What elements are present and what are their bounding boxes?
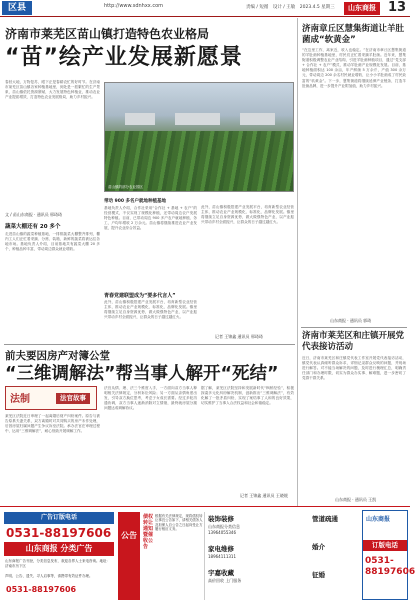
classified-dating: 征婚 xyxy=(312,571,325,579)
column-divider xyxy=(297,18,298,506)
law-logo: 法制 xyxy=(10,394,30,405)
classified-appliance: 家电维修 xyxy=(208,545,234,553)
classified-blocks-2 xyxy=(312,512,362,600)
article1-credit: 记者 王锦鑫 通讯员 邢琦琦 xyxy=(215,334,263,339)
debt-notice-text: 根据有关法律规定，现将债权转让事宜公告如下，请相关债务人及担保人自公告之日起向受让方履行相应义务。 xyxy=(155,514,203,531)
article1-body-b: 走进苗山镇的蔬菜种植基地，一排排蔬菜大棚整齐排列，棚内工人们正忙着采摘、分拣、装箱，新鲜的蔬菜将被运往各地市场。基地负责人介绍，目前基地共有蔬菜大棚 20 多个，种植品种丰富，带动周边群众就业增收。 xyxy=(5,232,100,252)
right-credit-1: 山东商报 · 通讯员 郭琦 xyxy=(330,318,372,323)
right-credit-2: 山东商报 · 通讯员 王凯 xyxy=(335,497,377,502)
page-number: 13 xyxy=(388,0,407,15)
article1-subhead-2: 青春党建联盟成为“要多代言人” xyxy=(104,293,176,299)
article2-kicker: 前夫要因房产对簿公堂 xyxy=(5,350,110,362)
debt-notice xyxy=(143,512,205,600)
article1-kicker: 济南市莱芜区苗山镇打造特色农业格局 xyxy=(5,27,210,41)
right-body-1: “在这里工作，离家近，收入也稳定。”在济南市章丘区慧集街道的羊肚菌种植基地里，村民们正忙着采摘羊肚菌。近年来，慧集街道积极调整农业产业结构，引进羊肚菌种植项目，通过“党支部 + 合作社 + 农户”模式，推动羊肚菌产业规模化发展。目前，基地种植面积达 100 余亩，年产鲜菌 5 万余斤，产值 300 余万元，带动周边 200 余名村民就业增收，让小小羊肚菌成了村民致富的“软黄金”。下一步，慧集街道将继续延伸产业链条，打造羊肚菌品牌，进一步提升产业附加值，助力乡村振兴。 xyxy=(302,48,406,88)
classified-renovation-phone[interactable]: 13964055346 xyxy=(208,530,236,535)
ad-classified-text-2: 声明、公告、遗失、寻人启事等，请携带有效证件办理。 xyxy=(5,574,93,578)
article2-body-b: 法官从情、理、法三个维度入手，一方面向双方当事人释明相关法律规定，分析诉讼风险；另一方面从亲情角度出发，引导双方换位思考，考虑子女成长需要。经过多轮沟通协调，双方当事人逐渐消除对立情绪，最终就房屋分割问题达成调解协议。 xyxy=(104,386,197,411)
section-rule xyxy=(4,344,295,345)
article1-body-c2: 此外，苗山镇积极搭建产业发展平台，培育新型农业经营主体，推动农业产业规模化、标准化、品牌化发展。镇里将继续立足自身资源优势，做大做强特色产业，以产业振兴带动乡村全面振兴，让群众的日子越过越红火。 xyxy=(104,300,197,320)
classified-renovation: 装饰装修 xyxy=(208,515,234,523)
article1-body-d: 此外，苗山镇积极搭建产业发展平台，培育新型农业经营主体，推动农业产业规模化、标准化、品牌化发展。镇里将继续立足自身资源优势，做大做强特色产业，以产业振兴带动乡村全面振兴，让群众的日子越过越红火。 xyxy=(201,205,294,225)
photo-field xyxy=(105,131,293,191)
article2-body-a: 莱芜区法院近日审理了一起离婚后财产纠纷案件。原告与被告原系夫妻关系，双方离婚时对共同购买的房产未作处理，后因房屋归属问题产生争议诉至法院。承办法官在审理过程中，运用“三维调解法”，耐心细致开展调解工作。 xyxy=(5,414,100,434)
right-headline-2: 济南市莱芜区和庄镇开展党代表接访活动 xyxy=(302,331,405,352)
right-headline-1: 济南章丘区慧集街道让羊肚菌成“软黄金” xyxy=(302,24,405,45)
classified-collection-sub: 高价回收 上门服务 xyxy=(208,578,242,583)
photo-building xyxy=(240,113,275,125)
ad-classified-phone[interactable]: 0531-88197606 xyxy=(6,585,77,594)
notice-tag: 公告 xyxy=(118,512,140,600)
article2-body-c: 据了解，莱芜区法院坚持和发展新时代“枫桥经验”，积极探索多元化纠纷解决机制，创新推出“三维调解法”，有效化解了一批矛盾纠纷，实现了案结事了人和的良好效果，切实维护了当事人合法权益和社会和谐稳定。 xyxy=(201,386,294,406)
page-header xyxy=(0,0,410,17)
ad-booking-box xyxy=(362,510,408,600)
ad-booking-phone[interactable]: 0531-88197606 xyxy=(365,556,415,577)
classified-renovation-sub: 山东商报分类信息 xyxy=(208,524,240,529)
photo-caption: 苗山镇的部分农业园区 xyxy=(108,185,143,189)
brand-logo: 山东商报 xyxy=(344,2,380,15)
article2-headline: “三维调解法”帮当事人解开“死结” xyxy=(5,364,279,384)
right-body-2: 近日，济南市莱芜区和庄镇党代表工作室开展党代表接访活动，镇党代表认真倾听群众诉求，详细记录群众反映的问题，并现场进行解答。对不能当场解决的问题，及时进行梳理汇总，明确责任部门和办理时限，切实为群众办实事、解难题，进一步密切了党群干群关系。 xyxy=(302,356,406,381)
article1-body-left: 春回大地，万物复苏，眼下正是春耕农忙的好时节。在济南市莱芜区苗山镇各家种植基地里，到处是一派繁忙的生产景象，苗山镇依托资源禀赋，大力发展特色种植业，推动农业产业提质增效，打造特色农业发展格局，助力乡村振兴。 xyxy=(5,80,100,100)
photo-title: 带动 900 多名户就地种植基地 xyxy=(104,199,167,204)
law-column-box xyxy=(5,386,97,410)
ad-hotline-label: 广告订版电话 xyxy=(4,512,114,524)
classified-matchmaking: 婚介 xyxy=(312,543,325,551)
article1-photo xyxy=(104,82,294,192)
photo-building xyxy=(175,113,220,125)
article1-subhead: 蔬菜大棚还有 20 多个 xyxy=(5,224,61,230)
photo-building xyxy=(125,113,155,125)
edition-meta: 责编 / 短循 设计 / 王敏 2023.4.5 星期三 xyxy=(246,5,335,10)
site-url[interactable]: http://www.sdnhxx.com xyxy=(104,3,164,9)
ad-booking-brand: 山东商报 xyxy=(366,516,391,523)
article2-credit: 记者 王锦鑫 通讯员 王晓媛 xyxy=(240,493,288,498)
ad-classified-banner: 山东商报 分类广告 xyxy=(4,542,114,556)
ad-classified-text: 山东商报广告刊登，分类信息发布，欢迎各界人士来电咨询。地址：济南市历下区 xyxy=(5,559,110,568)
classified-appliance-phone[interactable]: 18964111311 xyxy=(208,554,236,559)
classified-plumbing: 管道疏通 xyxy=(312,515,338,523)
law-badge: 法官故事 xyxy=(56,393,90,404)
article1-headline: “苗”绘产业发展新愿景 xyxy=(5,45,243,70)
right-rule xyxy=(301,327,407,328)
ad-booking-label: 订版电话 xyxy=(363,540,407,551)
article1-credit-top: 文 / 苗山东商报 · 通讯员 邢琦琦 xyxy=(5,212,62,217)
classified-collection: 宇嘉收藏 xyxy=(208,569,234,577)
ad-hotline-phone[interactable]: 0531-88197606 xyxy=(6,526,112,540)
section-tag: 区县 xyxy=(2,1,32,15)
classified-blocks xyxy=(208,512,308,600)
debt-notice-title: 债权转让通知暨催收公告 xyxy=(143,514,154,550)
article1-body-c: 基地负责人介绍，合作社采用“合作社 + 基地 + 农户”的经营模式，不仅实现了规模化种植，还带动周边农户发展特色种植。目前，已带动周边 900 多户农户就地种植、务工，户均年增收 2 万余元。苗山镇将继续推进农业产业发展，提升农业综合效益。 xyxy=(104,206,197,231)
